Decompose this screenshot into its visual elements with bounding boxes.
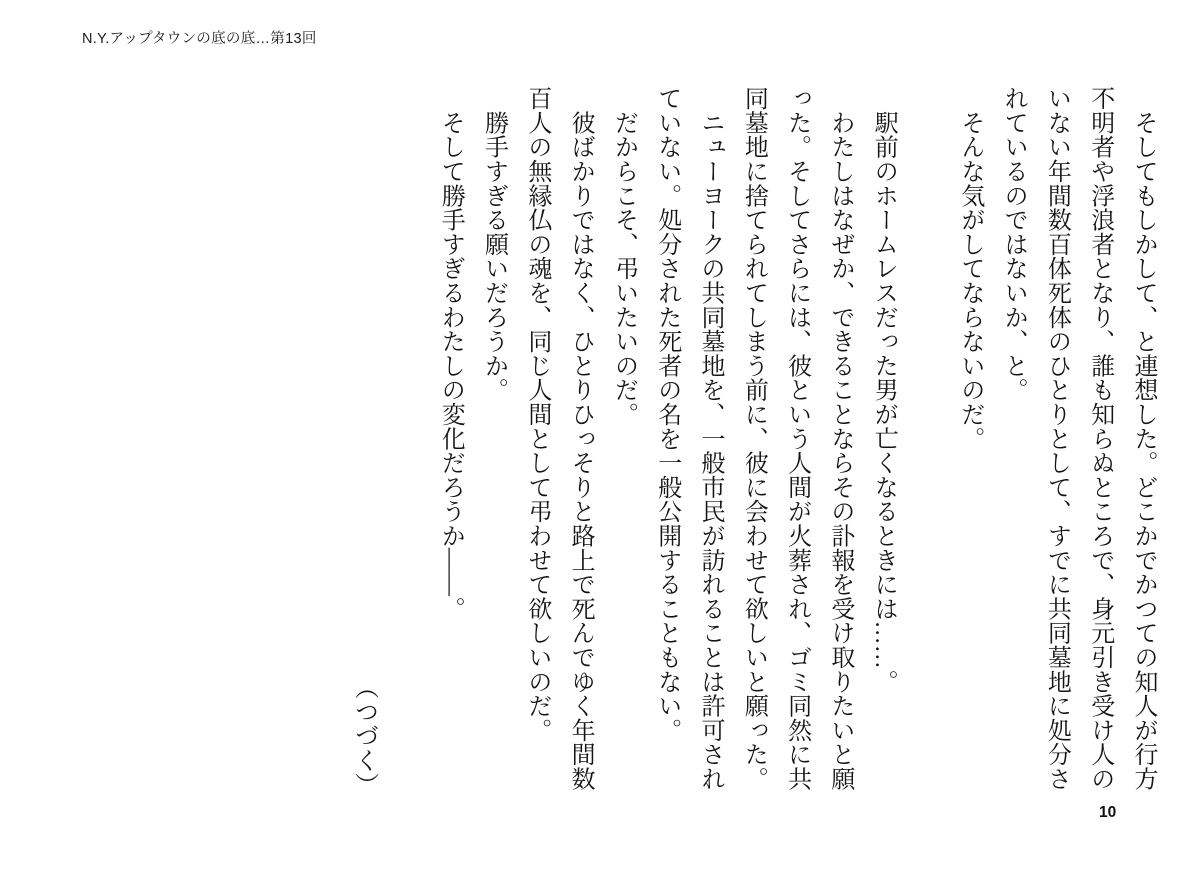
- blank-line: [385, 86, 428, 796]
- to-be-continued-label: （つづく）: [350, 674, 377, 796]
- running-header: N.Y.アップタウンの底の底…第13回: [82, 31, 317, 47]
- text-line: 同墓地に捨てられてしまう前に、彼に会わせて欲しいと願った。: [740, 86, 767, 791]
- text-line: ていない。処分された死者の名を一般公開することもない。: [653, 86, 680, 743]
- text-line: 彼ばかりではなく、ひとりひっそりと路上で死んでゆく年間数: [567, 86, 594, 791]
- text-line: そんな気がしてならないのだ。: [956, 86, 983, 451]
- text-line: いない年間数百体死体のひとりとして、すでに共同墓地に処分さ: [1043, 86, 1070, 791]
- text-line: わたしはなぜか、できることならその訃報を受け取りたいと願: [826, 86, 853, 791]
- text-line: 勝手すぎる願いだろうか。: [480, 86, 507, 402]
- text-line: ニューヨークの共同墓地を、一般市民が訪れることは許可され: [697, 86, 724, 791]
- page-number: 10: [1099, 804, 1117, 821]
- text-line: 駅前のホームレスだった男が亡くなるときには……。: [870, 86, 897, 694]
- text-line: った。そしてさらには、彼という人間が火葬され、ゴミ同然に共: [783, 86, 810, 791]
- text-line: だからこそ、弔いたいのだ。: [610, 86, 637, 427]
- blank-line: [904, 86, 947, 796]
- text-line: 不明者や浮浪者となり、誰も知らぬところで、身元引き受け人の: [1086, 86, 1113, 791]
- article-text: [340, 86, 1164, 796]
- text-line: 百人の無縁仏の魂を、同じ人間として弔わせて欲しいのだ。: [523, 86, 550, 743]
- text-line: そしてもしかして、と連想した。どこかでかつての知人が行方: [1130, 86, 1156, 791]
- text-line: そして勝手すぎるわたしの変化だろうか――。: [437, 86, 464, 621]
- text-line: れているのではないか、と。: [1000, 86, 1027, 402]
